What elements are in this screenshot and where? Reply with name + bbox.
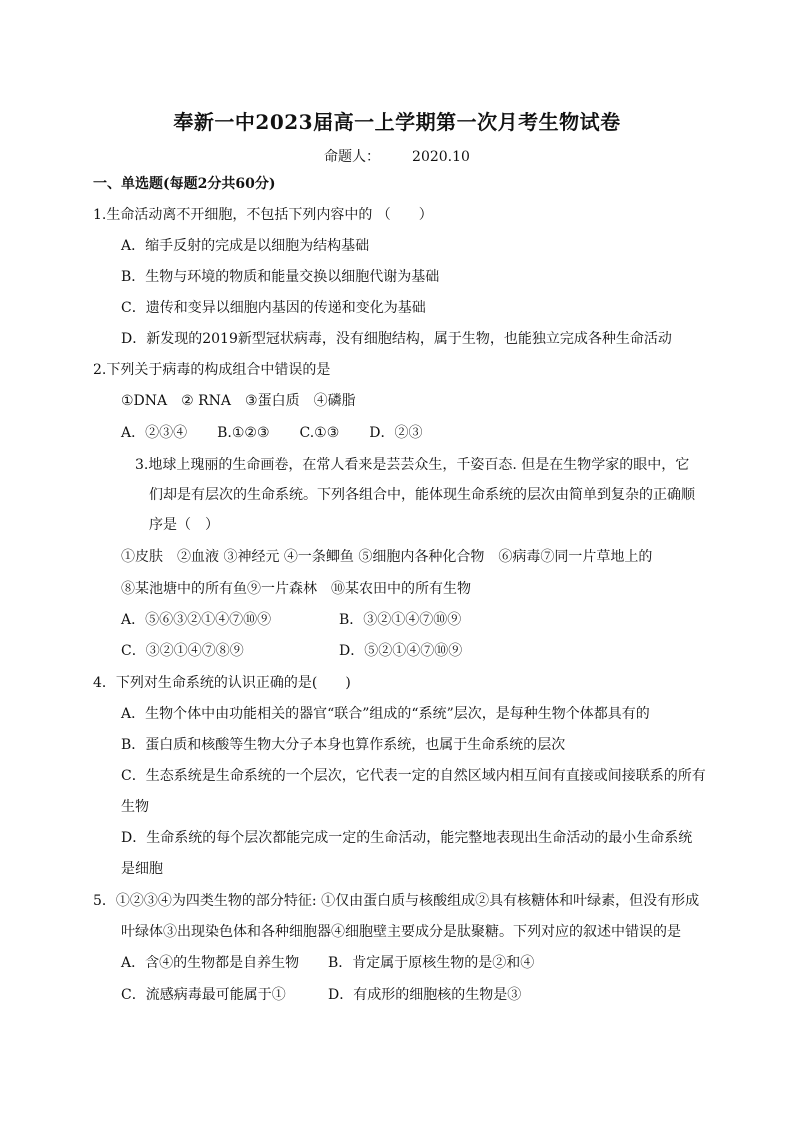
section-heading: 一、单选题(每题2分共60分) — [93, 176, 276, 192]
question-5-option-d: D．有成形的细胞核的生物是③ — [328, 987, 522, 1003]
question-2-option-b: B.①②③ — [217, 425, 270, 441]
question-2-option-a: A．②③④ — [121, 425, 188, 441]
question-3-option-d: D．⑤②①④⑦⑩⑨ — [339, 643, 463, 659]
question-4-option-b: B．蛋白质和核酸等生物大分子本身也算作系统，也属于生命系统的层次 — [121, 737, 566, 753]
question-2-option-d: D．②③ — [369, 425, 423, 441]
question-3-stem-line-2: 们却是有层次的生命系统。下列各组合中，能体现生命系统的层次由简单到复杂的正确顺 — [149, 487, 695, 503]
question-4-option-d: D．生命系统的每个层次都能完成一定的生命活动，能完整地表现出生命活动的最小生命系统 — [121, 830, 693, 846]
question-3-option-b: B．③②①④⑦⑩⑨ — [339, 612, 462, 628]
question-5-option-a: A．含④的生物都是自养生物 — [121, 955, 300, 971]
question-3-items-line-2: ⑧某池塘中的所有鱼⑨一片森林 ⑩某农田中的所有生物 — [121, 581, 471, 597]
question-1-option-b: B．生物与环境的物质和能量交换以细胞代谢为基础 — [121, 269, 440, 285]
page-title: 奉新一中2023届高一上学期第一次月考生物试卷 — [173, 110, 621, 134]
question-2-option-c: C.①③ — [299, 425, 340, 441]
author-label: 命题人： — [324, 149, 381, 165]
question-1-option-c: C．遗传和变异以细胞内基因的传递和变化为基础 — [121, 300, 426, 316]
question-5-option-c: C．流感病毒最可能属于① — [121, 987, 286, 1003]
author-line — [0, 146, 794, 166]
question-5-stem-line-1: 5．①②③④为四类生物的部分特征: ①仅由蛋白质与核酸组成②具有核糖体和叶绿素，但没有形成 — [93, 893, 700, 909]
question-3-stem-line-1: 3.地球上瑰丽的生命画卷，在常人看来是芸芸众生，千姿百态. 但是在生物学家的眼中，它 — [135, 457, 690, 473]
question-1-option-a: A．缩手反射的完成是以细胞为结构基础 — [121, 238, 370, 254]
exam-date: 2020.10 — [412, 149, 470, 165]
question-5-option-b: B．肯定属于原核生物的是②和④ — [328, 955, 535, 971]
question-2-items: ①DNA ② RNA ③蛋白质 ④磷脂 — [121, 393, 356, 409]
question-4-option-c-cont: 生物 — [121, 799, 149, 815]
question-2-stem: 2.下列关于病毒的构成组合中错误的是 — [93, 362, 331, 378]
question-3-items-line-1: ①皮肤 ②血液 ③神经元 ④一条鲫鱼 ⑤细胞内各种化合物 ⑥病毒⑦同一片草地上的 — [121, 549, 653, 565]
question-3-option-c: C．③②①④⑦⑧⑨ — [121, 643, 244, 659]
question-1-option-d: D．新发现的2019新型冠状病毒，没有细胞结构，属于生物，也能独立完成各种生命活动 — [121, 331, 672, 347]
question-4-option-c: C．生态系统是生命系统的一个层次，它代表一定的自然区域内相互间有直接或间接联系的所有 — [121, 768, 706, 784]
question-5-stem-line-2: 叶绿体③出现染色体和各种细胞器④细胞壁主要成分是肽聚糖。下列对应的叙述中错误的是 — [121, 924, 681, 940]
question-3-stem-line-3: 序是（ ） — [149, 517, 219, 533]
question-3-option-a: A．⑤⑥③②①④⑦⑩⑨ — [121, 612, 272, 628]
question-4-option-a: A．生物个体中由功能相关的器官“联合”组成的“系统”层次，是每种生物个体都具有的 — [121, 706, 650, 722]
question-1-stem: 1.生命活动离不开细胞，不包括下列内容中的 （ ） — [93, 207, 433, 223]
question-4-option-d-cont: 是细胞 — [121, 861, 163, 877]
question-2-options — [121, 426, 423, 440]
question-4-stem: 4．下列对生命系统的认识正确的是( ) — [93, 675, 351, 691]
